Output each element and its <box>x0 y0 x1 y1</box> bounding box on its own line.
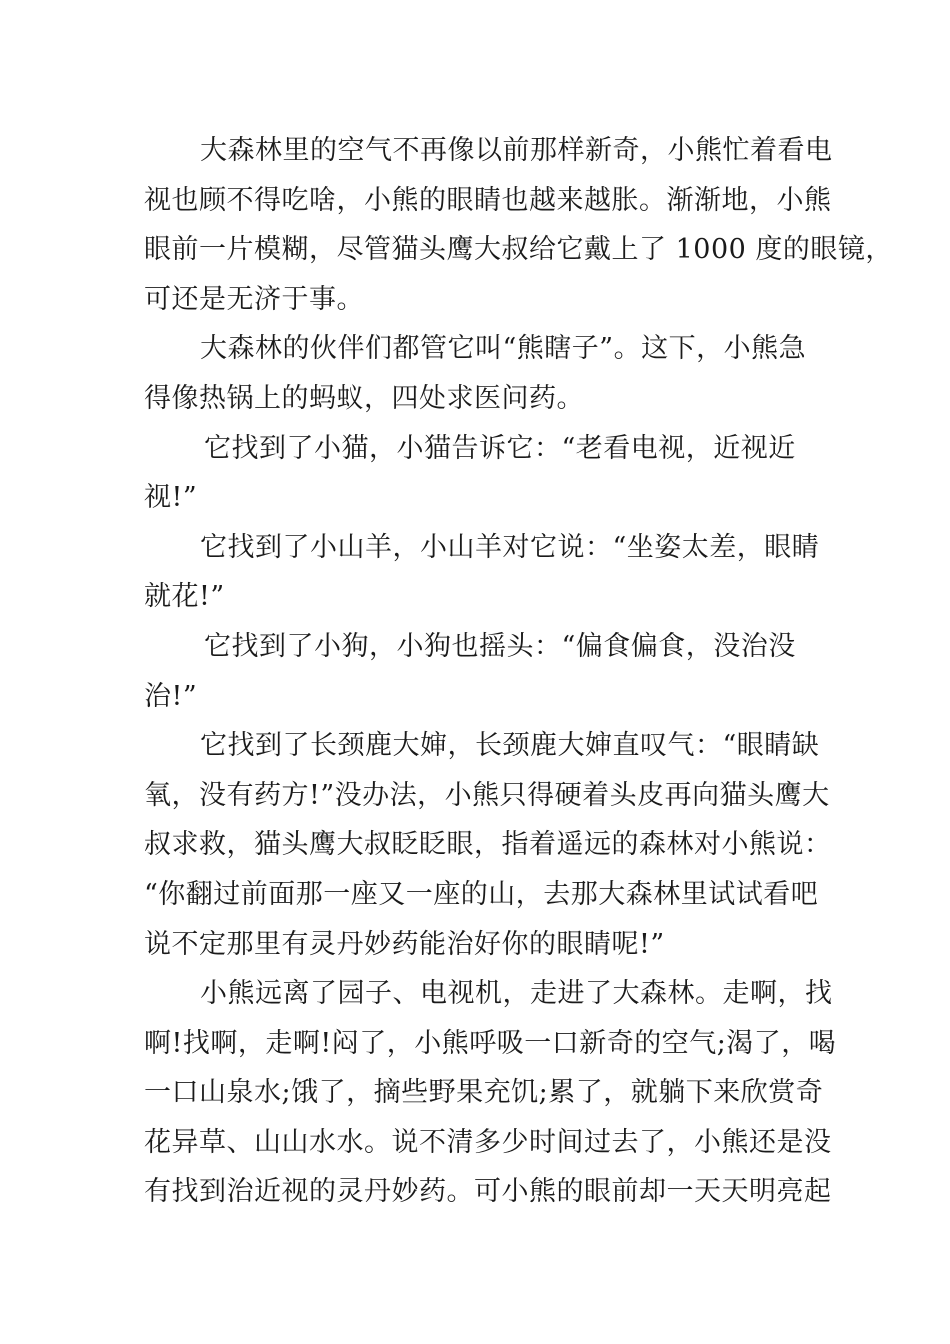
text-line: 它找到了小山羊，小山羊对它说：“坐姿太差，眼睛 <box>200 531 820 563</box>
text-line: 就花!” <box>144 581 225 613</box>
body-text <box>144 126 893 1217</box>
text-line: 视也顾不得吃啥，小熊的眼睛也越来越胀。渐渐地，小熊 <box>144 184 832 216</box>
text-line: 氧，没有药方!”没办法，小熊只得硬着头皮再向猫头鹰大 <box>144 779 830 811</box>
text-line: 有找到治近视的灵丹妙药。可小熊的眼前却一天天明亮起 <box>144 1176 832 1208</box>
text-line: 大森林里的空气不再像以前那样新奇，小熊忙着看电 <box>200 135 833 166</box>
text-line: 小熊远离了园子、电视机，走进了大森林。走啊，找 <box>200 978 833 1010</box>
text-line: 说不定那里有灵丹妙药能治好你的眼睛呢!” <box>144 928 665 960</box>
text-line: 花异草、山山水水。说不清多少时间过去了，小熊还是没 <box>144 1126 832 1158</box>
text-line: 可还是无济于事。 <box>144 283 364 315</box>
text-line: 啊!找啊，走啊!闷了，小熊呼吸一口新奇的空气;渴了，喝 <box>144 1027 837 1059</box>
text-line: 眼前一片模糊，尽管猫头鹰大叔给它戴上了 1000 度的眼镜， <box>144 234 893 266</box>
text-line: 视!” <box>144 482 198 514</box>
text-line: 治!” <box>144 680 198 712</box>
text-line: 得像热锅上的蚂蚁，四处求医问药。 <box>144 382 584 414</box>
text-line: 它找到了小狗，小狗也摇头：“偏食偏食，没治没 <box>204 630 796 662</box>
text-line: 它找到了长颈鹿大婶，长颈鹿大婶直叹气：“眼睛缺 <box>200 730 820 762</box>
text-line: “你翻过前面那一座又一座的山，去那大森林里试试看吧 <box>144 878 819 910</box>
text-line: 一口山泉水;饿了，摘些野果充饥;累了，就躺下来欣赏奇 <box>144 1077 824 1109</box>
text-line: 叔求救，猫头鹰大叔眨眨眼，指着遥远的森林对小熊说： <box>144 829 832 861</box>
text-line: 大森林的伙伴们都管它叫“熊瞎子”。这下，小熊急 <box>200 333 807 365</box>
text-line: 它找到了小猫，小猫告诉它：“老看电视，近视近 <box>204 432 796 464</box>
